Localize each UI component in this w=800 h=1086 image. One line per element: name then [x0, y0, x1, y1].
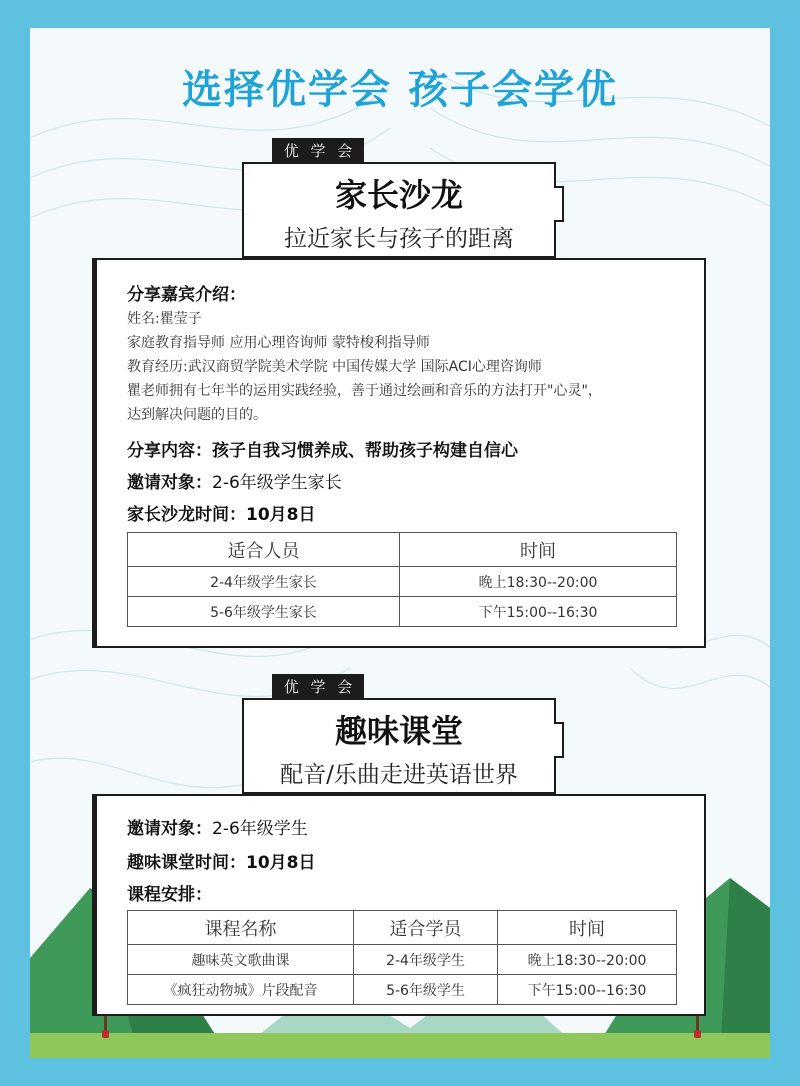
- section1-title: 家长沙龙: [334, 176, 463, 214]
- section2-subtitle: 配音/乐曲走进英语世界: [280, 762, 518, 788]
- table-header: 课程名称: [128, 911, 354, 945]
- table-cell: 趣味英文歌曲课: [128, 945, 354, 975]
- audience-label: 邀请对象：: [127, 819, 212, 839]
- section2-title: 趣味课堂: [334, 712, 463, 750]
- audience-label: 邀请对象：: [127, 473, 212, 493]
- guest-line: 达到解决问题的目的。: [127, 407, 267, 423]
- guest-line: 教育经历:武汉商贸学院美术学院 中国传媒大学 国际ACI心理咨询师: [127, 359, 542, 375]
- guest-heading: 分享嘉宾介绍：: [127, 285, 246, 305]
- notch-decoration: [554, 186, 564, 222]
- time-line: 趣味课堂时间：10月8日: [127, 853, 316, 873]
- section1-card: [92, 258, 706, 648]
- table-row: [128, 945, 677, 975]
- table-row: [128, 567, 677, 597]
- table-cell: 《疯狂动物城》片段配音: [128, 975, 354, 1005]
- section1-table: [127, 532, 677, 627]
- table-header-row: [128, 533, 677, 567]
- table-header-row: [128, 911, 677, 945]
- time-line: 家长沙龙时间：10月8日: [127, 505, 316, 525]
- sign-pole-base: [102, 1030, 109, 1038]
- table-cell: 下午15:00--16:30: [498, 975, 677, 1005]
- audience-line: [127, 468, 342, 493]
- table-cell: 5-6年级学生: [354, 975, 498, 1005]
- table-cell: 下午15:00--16:30: [400, 597, 677, 627]
- guest-line: 家庭教育指导师 应用心理咨询师 蒙特梭利指导师: [127, 335, 430, 351]
- section2-table: [127, 910, 677, 1005]
- notch-decoration: [554, 722, 564, 758]
- table-cell: 2-4年级学生家长: [128, 567, 400, 597]
- table-header: 时间: [498, 911, 677, 945]
- table-cell: 2-4年级学生: [354, 945, 498, 975]
- tag-char: 会: [337, 141, 353, 160]
- audience-line: [127, 814, 308, 839]
- sign-pole-base: [694, 1030, 701, 1038]
- audience-value: 2-6年级学生家长: [212, 473, 342, 493]
- audience-value: 2-6年级学生: [212, 819, 308, 839]
- guest-line: 瞿老师拥有七年半的运用实践经验，善于通过绘画和音乐的方法打开"心灵"，: [127, 383, 602, 399]
- tag-char: 会: [337, 677, 353, 696]
- table-row: [128, 597, 677, 627]
- content-line: 分享内容：孩子自我习惯养成、帮助孩子构建自信心: [127, 441, 518, 461]
- table-header: 时间: [400, 533, 677, 567]
- section1-heading-box: [242, 162, 556, 258]
- tag-char: 优: [283, 141, 299, 160]
- table-cell: 晚上18:30--20:00: [498, 945, 677, 975]
- main-title: 选择优学会 孩子会学优: [182, 67, 618, 113]
- guest-line: 姓名:瞿莹子: [127, 311, 202, 327]
- section2-tag: [272, 674, 364, 698]
- tag-char: 优: [283, 677, 299, 696]
- tag-char: 学: [310, 141, 326, 160]
- table-header: 适合人员: [128, 533, 400, 567]
- section1-subtitle: 拉近家长与孩子的距离: [284, 226, 514, 252]
- section2-card: [92, 794, 706, 1016]
- tag-char: 学: [310, 677, 326, 696]
- table-header: 适合学员: [354, 911, 498, 945]
- table-cell: 5-6年级学生家长: [128, 597, 400, 627]
- section1-tag: [272, 138, 364, 162]
- table-row: [128, 975, 677, 1005]
- section2-heading-box: [242, 698, 556, 794]
- grass-ground: [30, 1033, 770, 1058]
- schedule-heading: 课程安排：: [127, 885, 212, 905]
- table-cell: 晚上18:30--20:00: [400, 567, 677, 597]
